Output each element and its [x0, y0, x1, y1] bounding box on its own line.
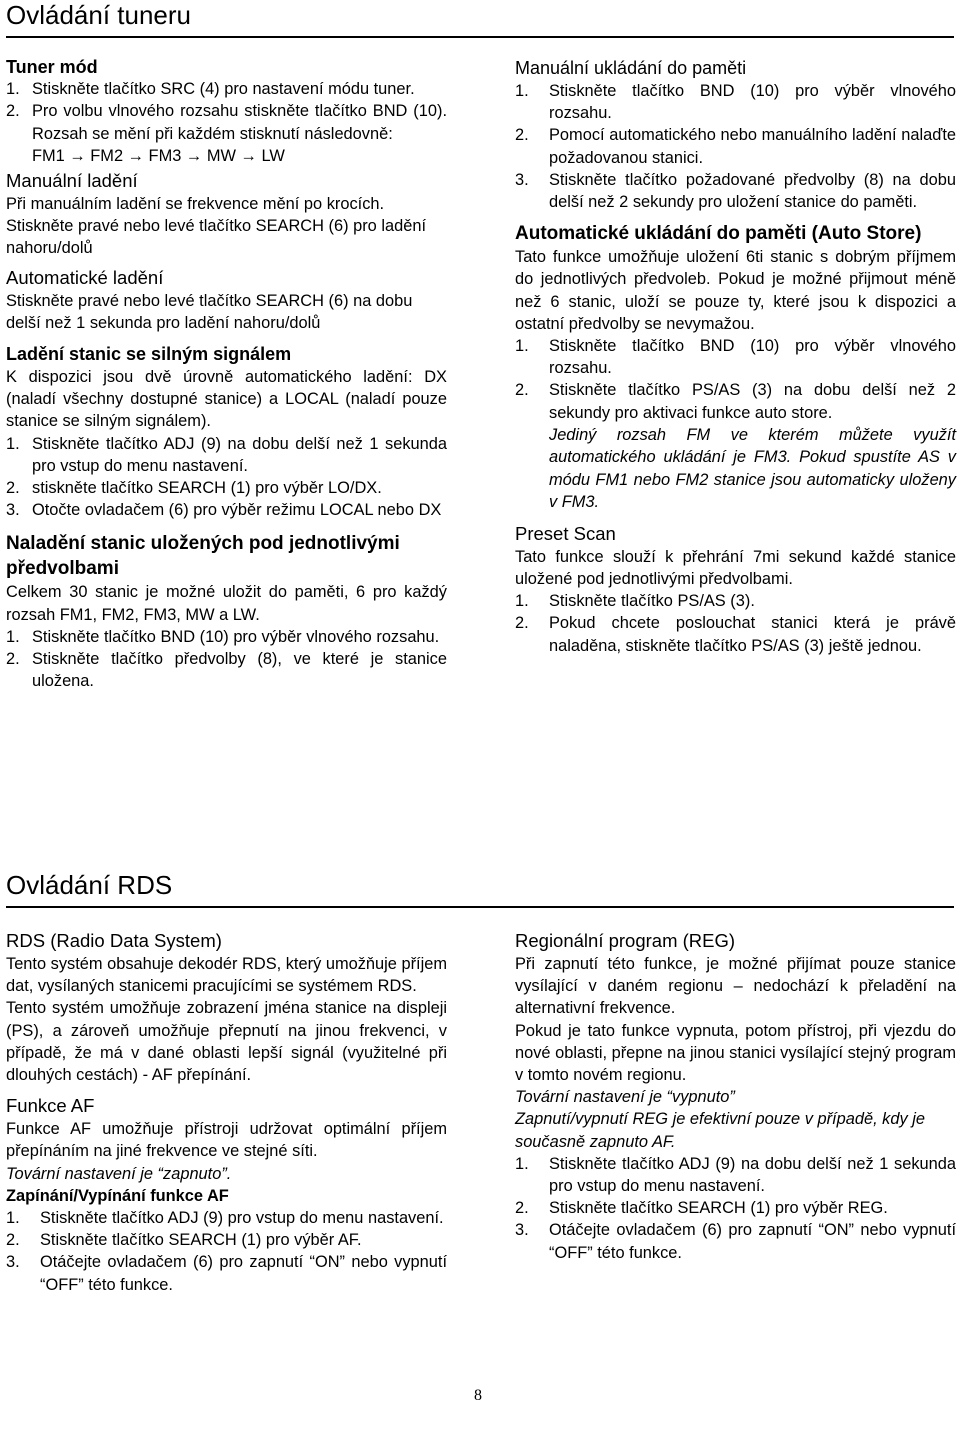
- preset-tuning-list: [6, 626, 447, 693]
- auto-store-note: Jediný rozsah FM ve kterém můžete využít automatického ukládání je FM3. Pokud spustíte AS v módu FM1 nebo FM2 stanice jsou automaticky uloženy v FM3.: [549, 425, 956, 512]
- list-item: 1. Stiskněte tlačítko BND (10) pro výběr vlnového rozsahu.: [6, 627, 440, 646]
- strong-signal-text: K dispozici jsou dvě úrovně automatického ladění: DX (naladí všechny dostupné stanice) a LOCAL (naladí pouze stanice se silným signálem).: [6, 368, 447, 431]
- list-item: 1. Stiskněte tlačítko PS/AS (3).: [515, 592, 755, 611]
- rds-heading: RDS (Radio Data System): [6, 930, 222, 951]
- list-item: 3. Otáčejte ovladačem (6) pro zapnutí “ON” nebo vypnutí “OFF” této funkce.: [515, 1221, 956, 1262]
- list-item: 3. Otáčejte ovladačem (6) pro zapnutí “ON” nebo vypnutí “OFF” této funkce.: [6, 1253, 447, 1294]
- rds-text-1: Tento systém obsahuje dekodér RDS, který umožňuje příjem dat, vysílaných stanicemi pracujícími se systémem RDS.: [6, 955, 447, 996]
- rds-right-column: [515, 929, 956, 1264]
- band-sequence: FM1 → FM2 → FM3 → MW → LW: [32, 146, 285, 165]
- auto-store-heading: Automatické ukládání do paměti (Auto Store): [515, 223, 922, 245]
- reg-list: [515, 1153, 956, 1264]
- rds-title-rule: [6, 906, 954, 908]
- tuner-mode-heading: Tuner mód: [6, 57, 98, 77]
- strong-signal-list: [6, 433, 447, 522]
- rds-section-title: Ovládání RDS: [6, 870, 173, 900]
- list-item: 2. Stiskněte tlačítko předvolby (8), ve které je stanice uložena.: [6, 650, 447, 691]
- rds-left-column: [6, 929, 447, 1296]
- manual-tuning-heading: Manuální ladění: [6, 170, 138, 192]
- auto-tuning-heading: Automatické ladění: [6, 266, 164, 288]
- auto-tuning-text: Stiskněte pravé nebo levé tlačítko SEARCH (6) na dobu delší než 1 sekunda pro ladění nahoru/dolů: [6, 291, 413, 332]
- list-item: 1. Stiskněte tlačítko BND (10) pro výběr vlnového rozsahu.: [515, 82, 956, 123]
- af-heading: Funkce AF: [6, 1095, 95, 1117]
- tuner-right-column: [515, 56, 956, 657]
- reg-text-1: Při zapnutí této funkce, je možné přijímat pouze stanice vysílající v daném regionu – nedochází k přeladění na alternativní frekvence.: [515, 955, 956, 1018]
- preset-tuning-text: Celkem 30 stanic je možné uložit do paměti, 6 pro každý rozsah FM1, FM2, FM3, MW a LW.: [6, 583, 447, 624]
- list-item: 2. stiskněte tlačítko SEARCH (1) pro výběr LO/DX.: [6, 479, 382, 498]
- af-text: Funkce AF umožňuje přístroji udržovat optimální příjem přepínáním na jiné frekvence ve stejné síti.: [6, 1120, 447, 1161]
- list-item: 1. Stiskněte tlačítko ADJ (9) na dobu delší než 1 sekunda pro vstup do menu nastavení.: [515, 1154, 956, 1196]
- tuner-left-column: [6, 56, 447, 692]
- list-item: 2. Pomocí automatického nebo manuálního ladění nalaďte požadovanou stanici.: [515, 126, 956, 167]
- manual-memory-heading: Manuální ukládání do paměti: [515, 58, 747, 78]
- reg-note: Zapnutí/vypnutí REG je efektivní pouze v případě, kdy je současně zapnuto AF.: [515, 1110, 925, 1151]
- af-default: Tovární nastavení je “zapnuto”.: [6, 1164, 232, 1183]
- list-item: 2. Stiskněte tlačítko SEARCH (1) pro výběr AF.: [6, 1231, 362, 1250]
- tuner-title-rule: [6, 36, 954, 38]
- auto-store-text: Tato funkce umožňuje uložení 6ti stanic s dobrým příjmem do jednotlivých předvoleb. Pokud je možné přijmout méně než 6 stanic, uloží se pouze ty, které jsou k dispozici a ostatní předvolby se nevymažou.: [515, 248, 956, 333]
- tuner-section-title: Ovládání tuneru: [6, 0, 192, 30]
- list-item: 2. Pokud chcete poslouchat stanici která je právě naladěna, stiskněte tlačítko PS/AS (3) ještě jednou.: [515, 614, 956, 655]
- strong-signal-heading: Ladění stanic se silným signálem: [6, 344, 292, 365]
- list-item: 1. Stiskněte tlačítko ADJ (9) na dobu delší než 1 sekunda pro vstup do menu nastavení.: [6, 434, 447, 475]
- manual-tuning-text: Při manuálním ladění se frekvence mění po krocích.: [6, 195, 385, 214]
- list-item: 1. Stiskněte tlačítko ADJ (9) pro vstup do menu nastavení.: [6, 1209, 444, 1228]
- list-item: 3. Otočte ovladačem (6) pro výběr režimu LOCAL nebo DX: [6, 501, 442, 520]
- rds-text-2: Tento systém umožňuje zobrazení jména stanice na displeji (PS), a zároveň umožňuje přepnutí na jinou frekvenci, v případě, že má v dané oblasti lepší signál (využitelné při dlouhých cestách) - AF přepínání.: [6, 999, 447, 1085]
- page-number: 8: [474, 1387, 482, 1404]
- tuner-mode-list: [6, 78, 447, 145]
- auto-store-list: [515, 335, 956, 424]
- list-item: 3. Stiskněte tlačítko požadované předvolby (8) na dobu delší než 2 sekundy pro uložení stanice do paměti.: [515, 170, 956, 212]
- preset-scan-heading: Preset Scan: [515, 522, 616, 544]
- manual-memory-list: [515, 80, 956, 213]
- af-toggle-heading: Zapínání/Vypínání funkce AF: [6, 1186, 229, 1205]
- preset-scan-list: [515, 590, 956, 657]
- manual-tuning-text-2: Stiskněte pravé nebo levé tlačítko SEARCH (6) pro ladění nahoru/dolů: [6, 217, 426, 258]
- preset-scan-text: Tato funkce slouží k přehrání 7mi sekund každé stanice uložené pod jednotlivými předvolbami.: [515, 547, 956, 589]
- reg-text-2: Pokud je tato funkce vypnuta, potom přístroj, při vjezdu do nové oblasti, přepne na jinou stanici vysílající stejný program v tomto novém regionu.: [515, 1021, 956, 1085]
- af-toggle-list: [6, 1207, 447, 1296]
- list-item: 1. Stiskněte tlačítko SRC (4) pro nastavení módu tuner.: [6, 80, 415, 99]
- reg-default: Tovární nastavení je “vypnuto”: [515, 1088, 735, 1107]
- list-item: 2. Stiskněte tlačítko SEARCH (1) pro výběr REG.: [515, 1199, 888, 1218]
- list-item: 1. Stiskněte tlačítko BND (10) pro výběr vlnového rozsahu.: [515, 337, 956, 378]
- reg-heading: Regionální program (REG): [515, 930, 736, 951]
- list-item: 2. Pro volbu vlnového rozsahu stiskněte tlačítko BND (10). Rozsah se mění při každém stisknutí následovně:: [6, 102, 447, 143]
- preset-tuning-heading: Naladění stanic uložených pod jednotlivými předvolbami: [6, 533, 400, 580]
- list-item: 2. Stiskněte tlačítko PS/AS (3) na dobu delší než 2 sekundy pro aktivaci funkce auto store.: [515, 381, 956, 422]
